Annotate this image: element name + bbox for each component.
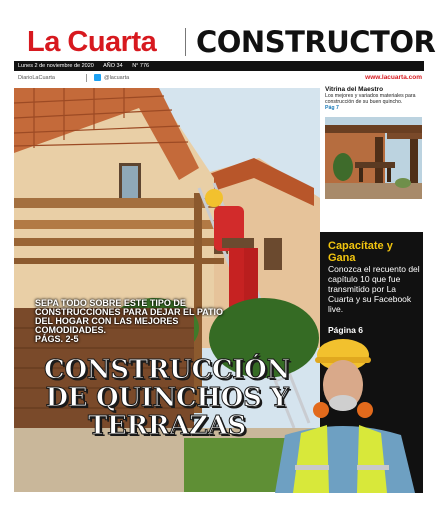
headline-line-1: CONSTRUCCIÓN — [44, 355, 290, 385]
inset-feature — [325, 86, 423, 111]
facebook-handle[interactable]: DiarioLaCuarta — [18, 75, 55, 81]
teaser-text: SEPA TODO SOBRE ESTE TIPO DE CONSTRUCCIONES PARA DEJAR EL PATIO DEL HOGAR CON LAS MEJORES COMODIDADES. — [35, 298, 224, 335]
teaser-pages[interactable]: PÁGS. 2-5 — [35, 334, 79, 344]
section-title: CONSTRUCTOR — [196, 25, 436, 59]
masthead-divider — [185, 28, 186, 56]
issue-year: AÑO 34 — [103, 63, 123, 69]
issue-number: N° 776 — [132, 63, 150, 69]
headline-line-3: TERRAZAS — [87, 411, 247, 441]
main-headline — [14, 356, 320, 440]
dateline-bar — [14, 61, 424, 71]
issue-date: Lunes 2 de noviembre de 2020 — [18, 63, 94, 69]
inset-title: Vitrina del Maestro — [325, 86, 384, 93]
brand-logo[interactable]: La Cuarta — [27, 26, 157, 58]
inset-description: Los mejores y variados materiales para construcción de su buen quincho. — [325, 93, 416, 105]
website-link[interactable]: www.lacuarta.com — [365, 74, 422, 81]
quincho-illustration — [325, 117, 422, 199]
inset-photo — [325, 117, 422, 199]
story-teaser — [35, 299, 235, 344]
social-divider — [86, 74, 87, 82]
social-bar — [14, 73, 424, 85]
twitter-icon — [94, 74, 101, 81]
twitter-handle[interactable]: @lacuarta — [104, 75, 130, 81]
promo-page-ref[interactable]: Página 6 — [328, 325, 363, 335]
promo-title: Capacítate y Gana — [328, 240, 393, 264]
inset-page-ref[interactable]: Pág 7 — [325, 105, 339, 111]
headline-line-2: DE QUINCHOS Y — [45, 383, 289, 413]
masthead — [0, 22, 437, 60]
promo-body: Conozca el recuento del capítulo 10 que fue transmitido por La Cuarta y su Facebook live. — [328, 264, 420, 314]
